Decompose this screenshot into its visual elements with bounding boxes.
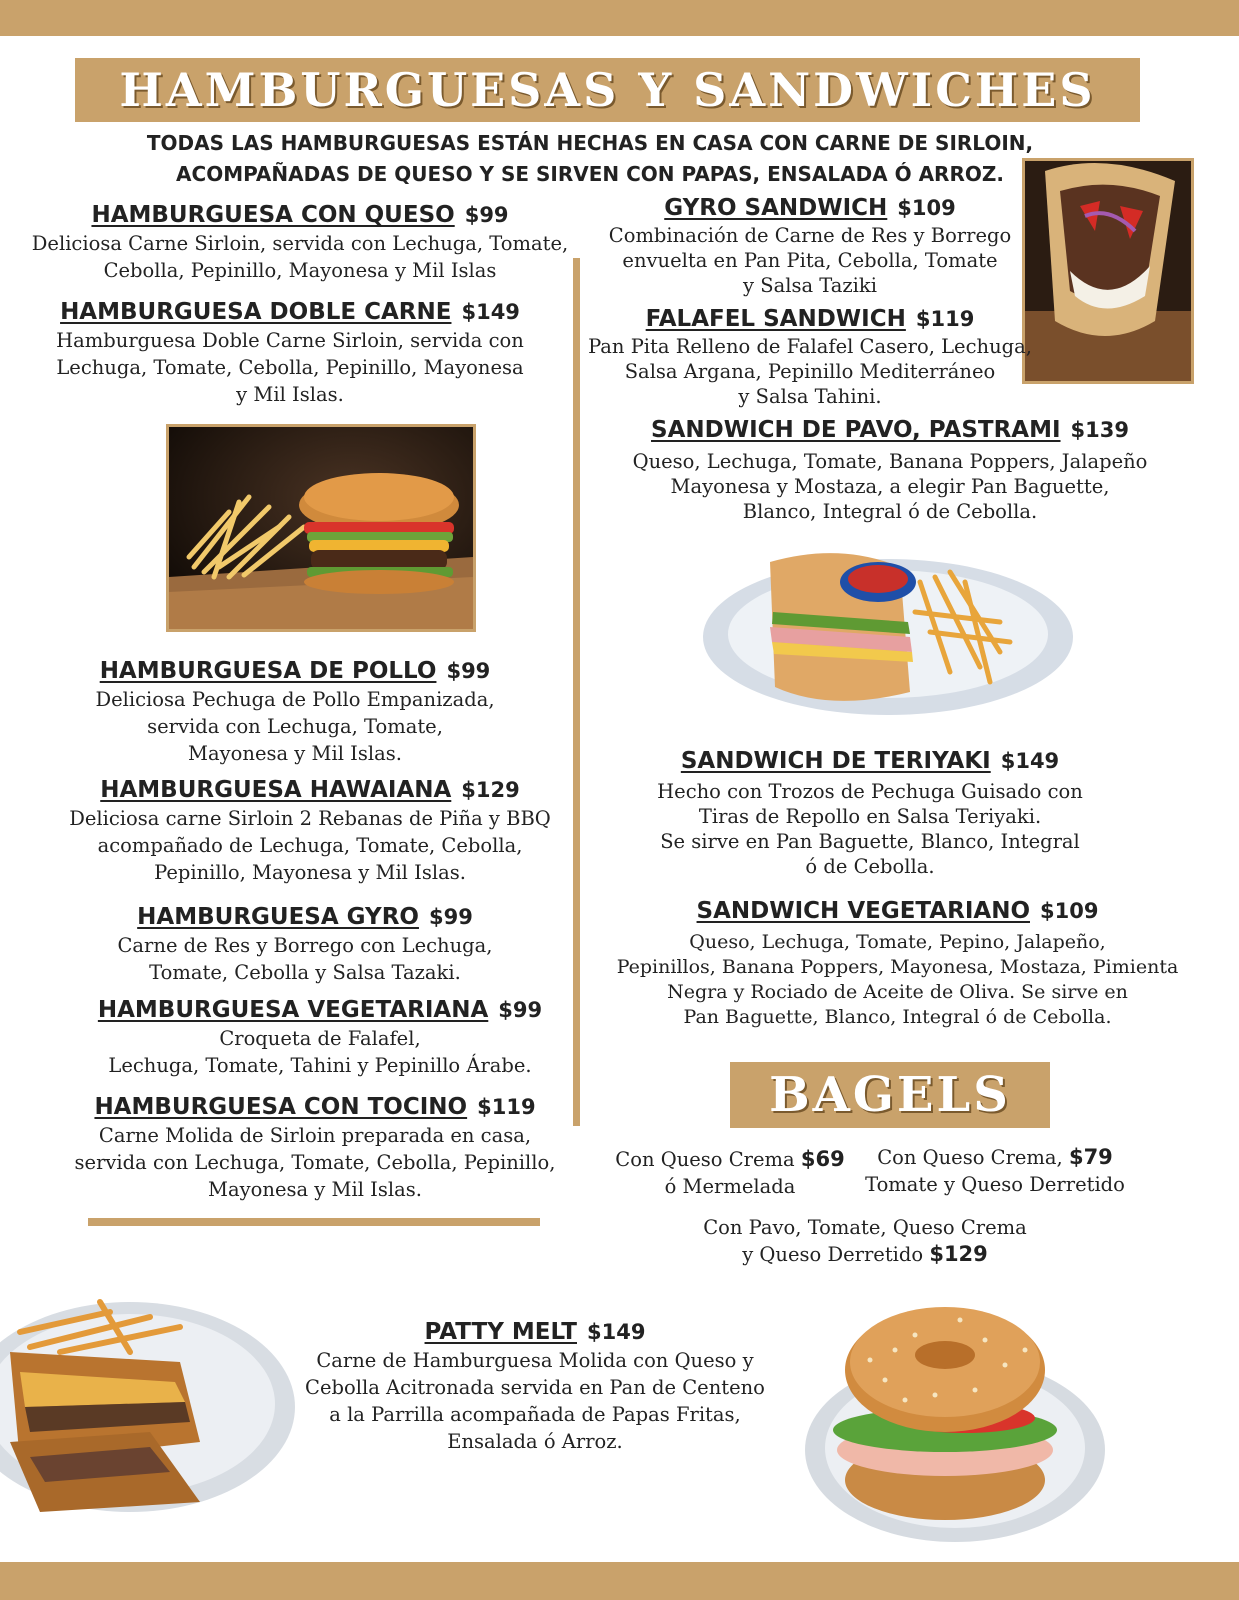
item-desc: Pan Pita Relleno de Falafel Casero, Lechuga,: [588, 335, 1032, 358]
item-desc: Negra y Rociado de Aceite de Oliva. Se sirve en: [667, 981, 1128, 1003]
item-desc: Pepinillos, Banana Poppers, Mayonesa, Mostaza, Pimienta: [616, 956, 1179, 978]
menu-item: [40, 902, 570, 986]
bagel-desc: y Queso Derretido: [742, 1243, 924, 1266]
item-desc: Pepinillo, Mayonesa y Mil Islas.: [154, 861, 466, 884]
item-desc: Queso, Lechuga, Tomate, Banana Poppers, Jalapeño: [632, 450, 1148, 473]
item-desc: Queso, Lechuga, Tomate, Pepino, Jalapeño,: [689, 931, 1106, 953]
sandwich-plate-image: [700, 542, 1075, 717]
item-desc: Salsa Argana, Pepinillo Mediterráneo: [624, 360, 996, 383]
item-desc: ó de Cebolla.: [805, 855, 935, 878]
item-desc: Lechuga, Tomate, Cebolla, Pepinillo, Mayonesa: [56, 356, 524, 379]
gyro-photo: [1022, 158, 1194, 384]
menu-item: [600, 896, 1195, 1030]
intro-line: ACOMPAÑADAS DE QUESO Y SE SIRVEN CON PAPAS, ENSALADA Ó ARROZ.: [176, 162, 1004, 186]
item-price: $119: [477, 1095, 536, 1119]
bagel-desc: Con Queso Crema,: [877, 1146, 1063, 1169]
item-price: $119: [915, 307, 975, 331]
burger-photo: [166, 424, 476, 632]
item-name: HAMBURGUESA VEGETARIANA: [97, 997, 489, 1023]
bagels-banner: [730, 1062, 1050, 1128]
item-name: PATTY MELT: [424, 1319, 577, 1345]
item-price: $139: [1070, 418, 1129, 442]
bagel-desc: Con Pavo, Tomate, Queso Crema: [703, 1216, 1027, 1239]
bagel-item: [605, 1146, 855, 1200]
bagel-item: [680, 1214, 1050, 1268]
item-name: HAMBURGUESA CON QUESO: [91, 202, 455, 228]
burger-fries-image: [169, 427, 473, 629]
item-desc: a la Parrilla acompañada de Papas Fritas,: [329, 1403, 741, 1426]
menu-item: [20, 775, 600, 886]
bagel-photo: [785, 1300, 1105, 1545]
item-price: $99: [428, 905, 473, 929]
intro-text: [100, 128, 1080, 190]
item-price: $99: [446, 659, 491, 683]
item-price: $149: [587, 1320, 646, 1344]
item-price: $109: [1040, 899, 1099, 923]
item-desc: Blanco, Integral ó de Cebolla.: [742, 500, 1038, 523]
item-desc: Croqueta de Falafel,: [219, 1027, 421, 1050]
patty-melt-photo: [0, 1292, 300, 1517]
bagel-desc: Tomate y Queso Derretido: [865, 1173, 1125, 1196]
item-desc: Tiras de Repollo en Salsa Teriyaki.: [698, 805, 1042, 828]
item-desc: Mayonesa y Mil Islas.: [208, 1178, 422, 1201]
item-price: $99: [498, 998, 543, 1022]
gyro-image: [1025, 161, 1191, 381]
item-desc: Carne Molida de Sirloin preparada en casa,: [98, 1124, 532, 1147]
item-desc: Cebolla, Pepinillo, Mayonesa y Mil Islas: [103, 259, 497, 282]
patty-melt-image: [0, 1292, 300, 1517]
item-desc: Pan Baguette, Blanco, Integral ó de Cebolla.: [683, 1006, 1112, 1028]
item-desc: Deliciosa Carne Sirloin, servida con Lechuga, Tomate,: [31, 232, 569, 255]
bottom-bar: [0, 1562, 1239, 1600]
bagel-desc: Con Queso Crema: [615, 1148, 795, 1171]
item-desc: y Mil Islas.: [236, 383, 344, 406]
item-desc: Mayonesa y Mostaza, a elegir Pan Baguette,: [670, 475, 1110, 498]
item-desc: y Salsa Taziki: [743, 274, 877, 297]
bagel-price: $129: [929, 1242, 988, 1266]
item-name: FALAFEL SANDWICH: [645, 306, 906, 332]
item-name: SANDWICH VEGETARIANO: [696, 898, 1030, 924]
item-desc: y Salsa Tahini.: [738, 385, 882, 408]
bagel-item: [855, 1144, 1135, 1198]
item-desc: acompañado de Lechuga, Tomate, Cebolla,: [97, 834, 523, 857]
bagel-price: $69: [800, 1147, 845, 1171]
menu-item: [10, 297, 570, 408]
menu-item-patty-melt: [300, 1317, 770, 1455]
item-desc: Deliciosa Pechuga de Pollo Empanizada,: [95, 688, 495, 711]
menu-item: [620, 746, 1120, 879]
item-name: HAMBURGUESA DOBLE CARNE: [60, 299, 452, 325]
item-desc: Cebolla Acitronada servida en Pan de Centeno: [305, 1376, 765, 1399]
bagels-title: BAGELS: [769, 1067, 1011, 1123]
item-name: HAMBURGUESA CON TOCINO: [94, 1094, 468, 1120]
item-desc: Tomate, Cebolla y Salsa Tazaki.: [149, 961, 461, 984]
item-name: SANDWICH DE TERIYAKI: [680, 748, 991, 774]
page-title: HAMBURGUESAS Y SANDWICHES: [119, 63, 1096, 117]
menu-item: [40, 995, 600, 1079]
item-price: $109: [897, 196, 956, 220]
item-price: $149: [1000, 749, 1060, 773]
menu-item: [580, 304, 1040, 409]
menu-item: [20, 200, 580, 284]
item-desc: Carne de Hamburguesa Molida con Queso y: [316, 1349, 754, 1372]
bagel-desc: ó Mermelada: [664, 1175, 796, 1198]
item-desc: Ensalada ó Arroz.: [447, 1430, 623, 1453]
menu-item: [30, 1092, 600, 1203]
item-desc: Hamburguesa Doble Carne Sirloin, servida con: [56, 329, 524, 352]
menu-item: [590, 193, 1030, 298]
item-desc: Lechuga, Tomate, Tahini y Pepinillo Árabe.: [108, 1054, 532, 1077]
item-desc: servida con Lechuga, Tomate,: [147, 715, 443, 738]
sandwich-plate-photo: [700, 542, 1075, 717]
left-column-rule: [88, 1218, 540, 1226]
item-desc: envuelta en Pan Pita, Cebolla, Tomate: [622, 249, 998, 272]
header-banner: [75, 58, 1140, 122]
item-name: HAMBURGUESA HAWAIANA: [100, 777, 452, 803]
item-desc: servida con Lechuga, Tomate, Cebolla, Pepinillo,: [74, 1151, 556, 1174]
bagel-price: $79: [1068, 1145, 1113, 1169]
menu-item: [610, 415, 1170, 524]
item-name: GYRO SANDWICH: [664, 195, 888, 221]
item-desc: Deliciosa carne Sirloin 2 Rebanas de Piña y BBQ: [69, 807, 551, 830]
item-price: $99: [464, 203, 509, 227]
bagel-sandwich-image: [785, 1300, 1105, 1545]
intro-line: TODAS LAS HAMBURGUESAS ESTÁN HECHAS EN CASA CON CARNE DE SIRLOIN,: [146, 131, 1034, 155]
item-name: HAMBURGUESA DE POLLO: [99, 658, 437, 684]
item-price: $149: [461, 300, 520, 324]
item-desc: Hecho con Trozos de Pechuga Guisado con: [657, 780, 1083, 803]
item-name: HAMBURGUESA GYRO: [137, 904, 419, 930]
item-desc: Se sirve en Pan Baguette, Blanco, Integral: [660, 830, 1080, 853]
item-desc: Carne de Res y Borrego con Lechuga,: [117, 934, 493, 957]
item-price: $129: [461, 778, 520, 802]
item-desc: Combinación de Carne de Res y Borrego: [608, 224, 1012, 247]
top-bar: [0, 0, 1239, 36]
item-desc: Mayonesa y Mil Islas.: [188, 742, 402, 765]
item-name: SANDWICH DE PAVO, PASTRAMI: [651, 417, 1061, 443]
menu-item: [45, 656, 545, 767]
